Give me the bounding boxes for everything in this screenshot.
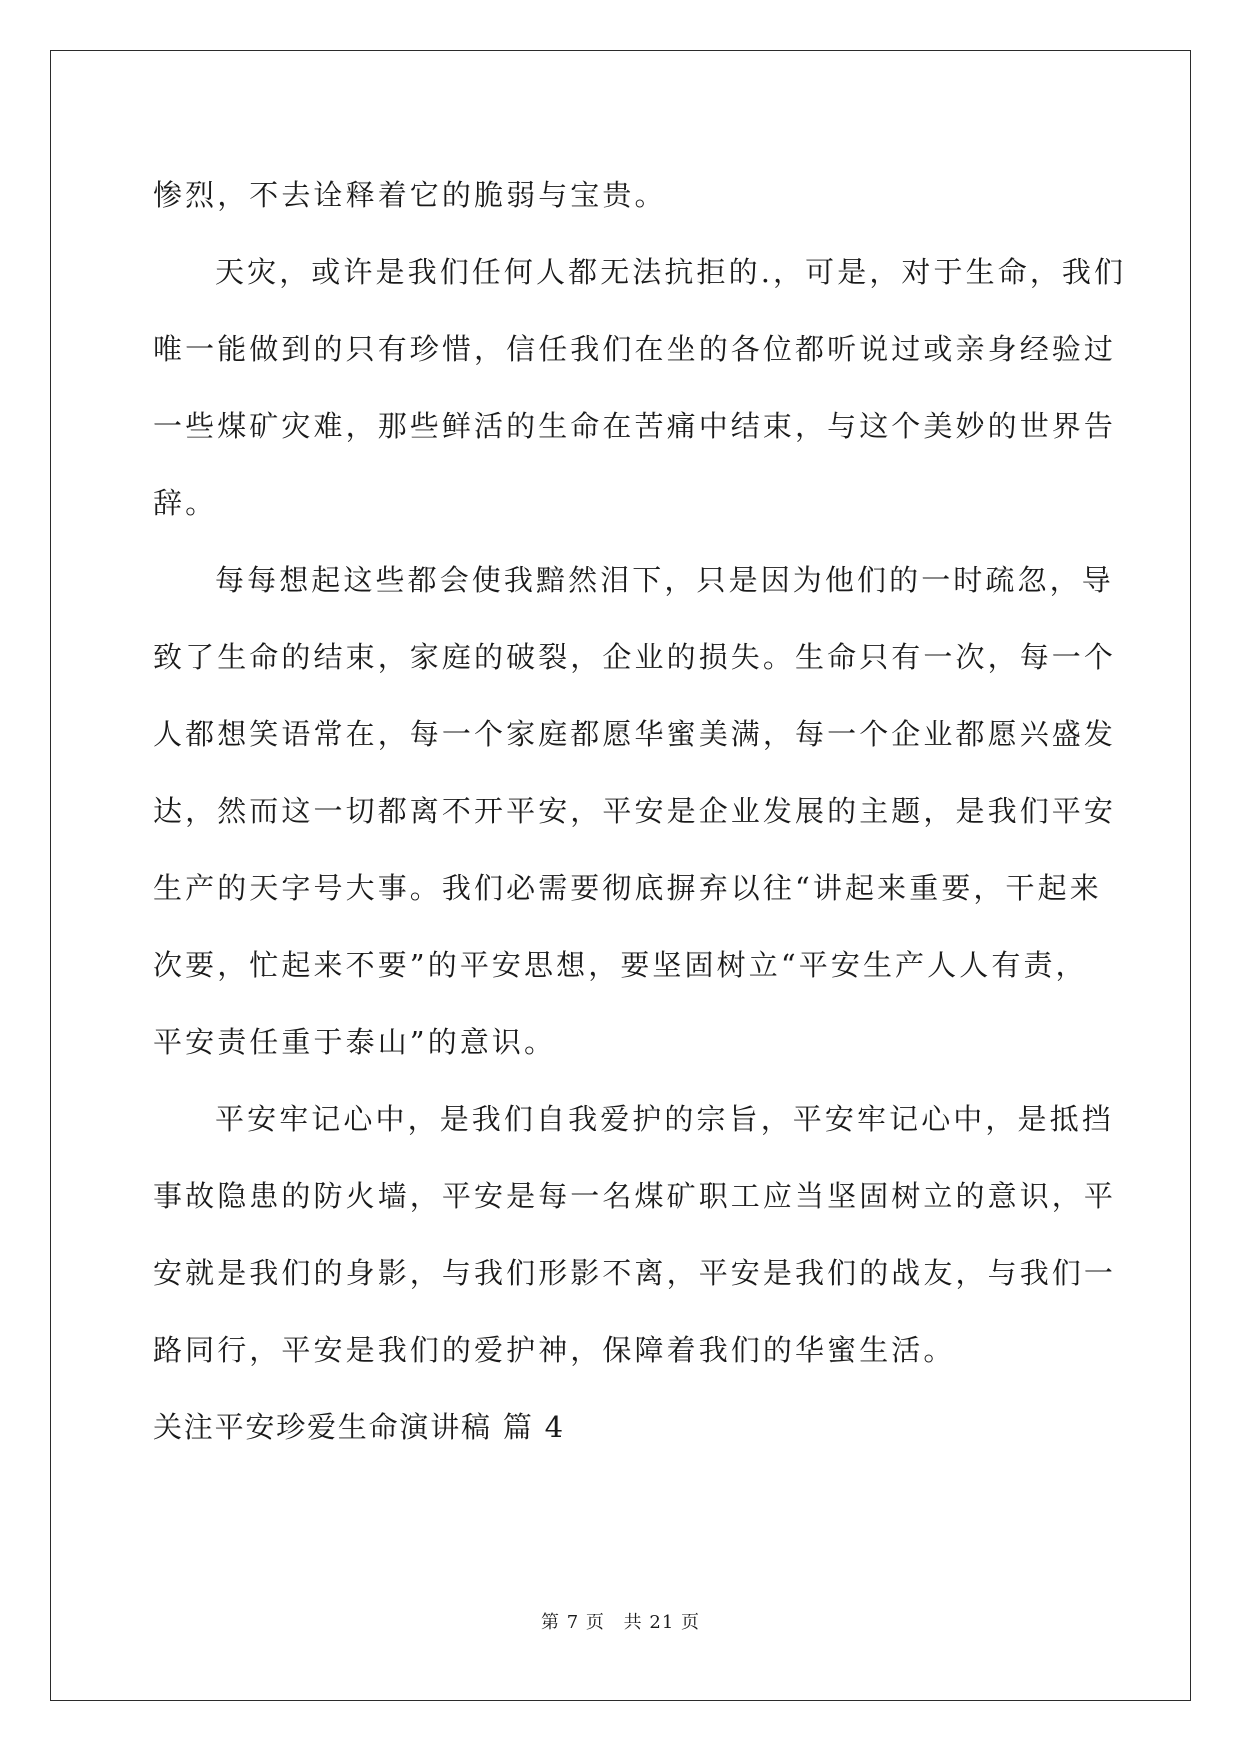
text-line: 致了生命的结束，家庭的破裂，企业的损失。生命只有一次，每一个 — [153, 640, 1117, 674]
text-line: 平安责任重于泰山”的意识。 — [153, 1025, 557, 1059]
paragraph — [153, 542, 1117, 1081]
text-line: 平安牢记心中，是我们自我爱护的宗旨，平安牢记心中，是抵挡 — [215, 1102, 1114, 1136]
text-line: 一些煤矿灾难，那些鲜活的生命在苦痛中结束，与这个美妙的世界告 — [153, 409, 1117, 443]
text-line: 安就是我们的身影，与我们形影不离，平安是我们的战友，与我们一 — [153, 1256, 1117, 1290]
text-line: 人都想笑语常在，每一个家庭都愿华蜜美满，每一个企业都愿兴盛发 — [153, 717, 1117, 751]
page-total: 共 21 页 — [623, 1612, 700, 1633]
text-line: 路同行，平安是我们的爱护神，保障着我们的华蜜生活。 — [153, 1333, 956, 1367]
text-line: 唯一能做到的只有珍惜，信任我们在坐的各位都听说过或亲身经验过 — [153, 332, 1117, 366]
text-line: 达，然而这一切都离不开平安，平安是企业发展的主题，是我们平安 — [153, 794, 1117, 828]
text-line: 每每想起这些都会使我黯然泪下，只是因为他们的一时疏忽，导 — [215, 563, 1114, 597]
text-line: 生产的天字号大事。我们必需要彻底摒弃以往“讲起来重要，干起来 — [153, 871, 1102, 905]
text-line: 次要，忙起来不要”的平安思想，要坚固树立“平安生产人人有责， — [153, 948, 1088, 982]
text-line: 事故隐患的防火墙，平安是每一名煤矿职工应当坚固树立的意识，平 — [153, 1179, 1117, 1213]
page-footer — [0, 1608, 1241, 1634]
paragraph — [153, 234, 1127, 542]
paragraph — [153, 157, 1093, 234]
text-line: 天灾，或许是我们任何人都无法抗拒的.，可是，对于生命，我们 — [215, 255, 1127, 289]
paragraph — [153, 1081, 1117, 1389]
text-line: 辞。 — [153, 486, 218, 520]
page-number: 第 7 页 — [541, 1612, 605, 1633]
section-heading: 关注平安珍爱生命演讲稿 篇 4 — [153, 1410, 565, 1444]
text-line: 惨烈，不去诠释着它的脆弱与宝贵。 — [153, 178, 667, 212]
document-body — [153, 157, 1127, 1466]
